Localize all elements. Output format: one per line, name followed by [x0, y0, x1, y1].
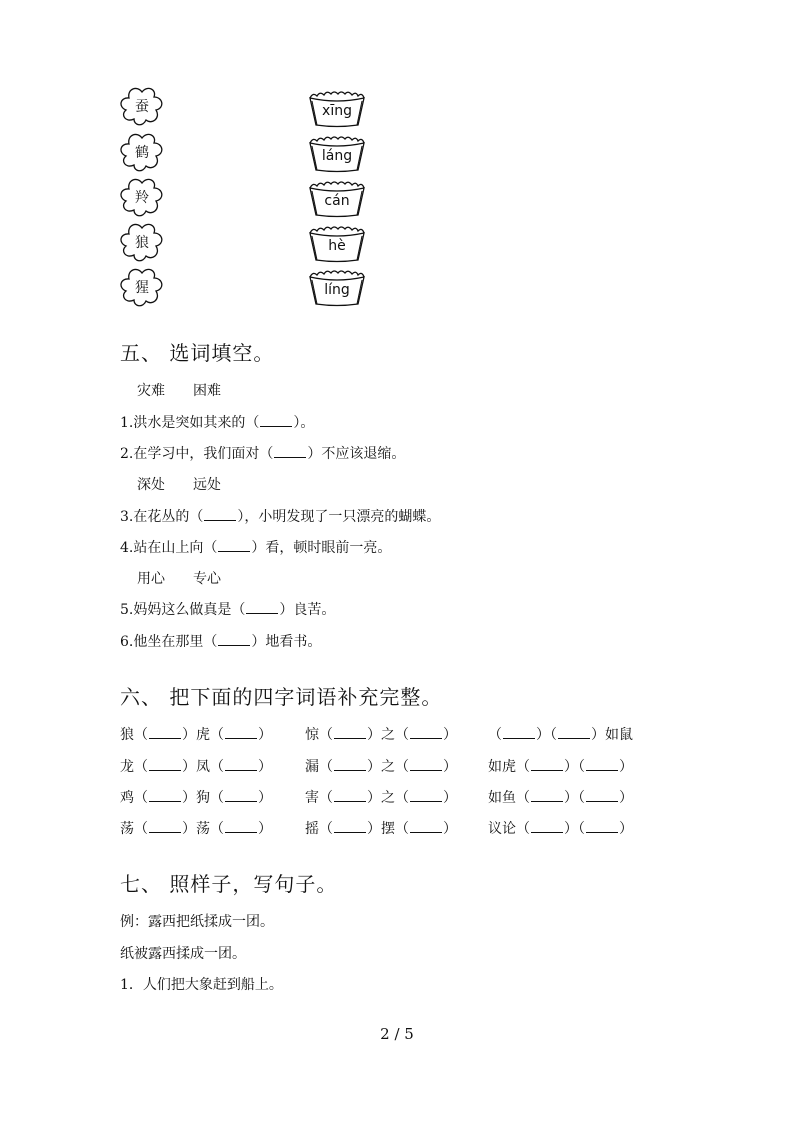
question-text: 5.妈妈这么做真是（ — [120, 602, 246, 618]
pinyin-label: líng — [324, 282, 350, 298]
question-text: ）良苦。 — [279, 602, 336, 618]
question-text: ）地看书。 — [251, 634, 322, 650]
idiom-char: 之 — [381, 790, 395, 806]
answer-blank[interactable] — [274, 445, 306, 458]
idiom-item: 摇（ ）摆（ ） — [305, 821, 457, 837]
idiom-char: 摇 — [305, 821, 319, 837]
question-3 — [120, 506, 440, 526]
word-choices-3: 用心 专心 — [137, 571, 221, 587]
idiom-blank[interactable] — [410, 789, 442, 802]
idiom-char: 之 — [381, 727, 395, 743]
idiom-char: 龙 — [120, 759, 134, 775]
idiom-item: 鸡（ ）狗（ ） — [120, 790, 272, 806]
flower-character: 蚕 — [135, 99, 149, 115]
idiom-item: 狼（ ）虎（ ） — [120, 727, 272, 743]
idiom-blank[interactable] — [225, 726, 257, 739]
question-text: 4.站在山上向（ — [120, 540, 218, 556]
idiom-word: 如虎 — [488, 759, 516, 775]
answer-blank[interactable] — [246, 601, 278, 614]
pinyin-label: xīng — [322, 103, 352, 119]
flower-character: 羚 — [135, 190, 149, 206]
idiom-blank[interactable] — [149, 726, 181, 739]
idiom-blank[interactable] — [334, 726, 366, 739]
idiom-blank[interactable] — [149, 758, 181, 771]
answer-blank[interactable] — [218, 633, 250, 646]
idiom-char: 鸡 — [120, 790, 134, 806]
cupcake-card-1 — [308, 90, 366, 128]
idiom-blank[interactable] — [225, 758, 257, 771]
question-sentence-1: 1．人们把大象赶到船上。 — [120, 977, 283, 993]
idiom-char: 荡 — [120, 821, 134, 837]
question-1 — [120, 412, 314, 432]
idiom-char: 凤 — [196, 759, 210, 775]
pinyin-label: hè — [328, 238, 346, 254]
pinyin-label: láng — [321, 148, 353, 164]
question-text: ）不应该退缩。 — [307, 446, 406, 462]
flower-card-4 — [119, 222, 165, 262]
idiom-blank[interactable] — [586, 789, 618, 802]
flower-card-2 — [119, 132, 165, 172]
example-sentence: 例：露西把纸揉成一团。 — [120, 914, 274, 930]
pinyin-label: cán — [324, 193, 350, 209]
idiom-blank[interactable] — [531, 820, 563, 833]
flower-card-3 — [119, 177, 165, 217]
idiom-word: 议论 — [488, 821, 516, 837]
flower-character: 猩 — [135, 280, 149, 296]
question-2 — [120, 443, 405, 463]
page-number: 2 / 5 — [380, 1025, 414, 1043]
answer-blank[interactable] — [218, 539, 250, 552]
question-text: 1.洪水是突如其来的（ — [120, 415, 260, 431]
idiom-item: 议论（ ）（ ） — [488, 821, 633, 837]
question-text: 2.在学习中，我们面对（ — [120, 446, 274, 462]
question-text: ），小明发现了一只漂亮的蝴蝶。 — [237, 509, 441, 525]
flower-card-1 — [119, 86, 165, 126]
cupcake-card-4 — [308, 225, 366, 263]
idiom-blank[interactable] — [558, 726, 590, 739]
idiom-blank[interactable] — [149, 820, 181, 833]
word-choices-2: 深处 远处 — [137, 477, 221, 493]
idiom-word: 如鼠 — [605, 727, 633, 743]
question-5 — [120, 599, 335, 619]
idiom-blank[interactable] — [531, 789, 563, 802]
question-6 — [120, 631, 321, 651]
question-text: 3.在花丛的（ — [120, 509, 204, 525]
idiom-item: 害（ ）之（ ） — [305, 790, 457, 806]
idiom-word: 如鱼 — [488, 790, 516, 806]
idiom-item: 荡（ ）荡（ ） — [120, 821, 272, 837]
idiom-blank[interactable] — [149, 789, 181, 802]
idiom-item: 漏（ ）之（ ） — [305, 759, 457, 775]
idiom-blank[interactable] — [586, 820, 618, 833]
idiom-char: 虎 — [196, 727, 210, 743]
section-7-title: 七、 照样子，写句子。 — [120, 872, 338, 896]
word-choices-1: 灾难 困难 — [137, 383, 221, 399]
cupcake-card-2 — [308, 135, 366, 173]
idiom-blank[interactable] — [410, 758, 442, 771]
idiom-blank[interactable] — [503, 726, 535, 739]
idiom-item: 如虎（ ）（ ） — [488, 759, 633, 775]
idiom-item: 龙（ ）凤（ ） — [120, 759, 272, 775]
cupcake-card-3 — [308, 180, 366, 218]
question-4 — [120, 537, 391, 557]
question-text: ）看，顿时眼前一亮。 — [251, 540, 392, 556]
cupcake-card-5 — [308, 269, 366, 307]
idiom-blank[interactable] — [531, 758, 563, 771]
idiom-char: 惊 — [305, 727, 319, 743]
idiom-blank[interactable] — [334, 789, 366, 802]
idiom-item: （ ）（ ）如鼠 — [488, 727, 633, 743]
idiom-char: 之 — [381, 759, 395, 775]
section-6-title: 六、 把下面的四字词语补充完整。 — [120, 685, 443, 709]
idiom-blank[interactable] — [410, 726, 442, 739]
example-answer: 纸被露西揉成一团。 — [120, 946, 246, 962]
idiom-char: 狗 — [196, 790, 210, 806]
idiom-char: 害 — [305, 790, 319, 806]
idiom-blank[interactable] — [586, 758, 618, 771]
idiom-blank[interactable] — [334, 758, 366, 771]
flower-character: 狼 — [135, 235, 149, 251]
idiom-blank[interactable] — [410, 820, 442, 833]
flower-card-5 — [119, 267, 165, 307]
idiom-char: 狼 — [120, 727, 134, 743]
answer-blank[interactable] — [260, 414, 292, 427]
idiom-char: 漏 — [305, 759, 319, 775]
question-text: ）。 — [293, 415, 315, 431]
idiom-blank[interactable] — [225, 820, 257, 833]
question-text: 6.他坐在那里（ — [120, 634, 218, 650]
flower-character: 鹤 — [135, 145, 149, 161]
idiom-blank[interactable] — [225, 789, 257, 802]
section-5-title: 五、 选词填空。 — [120, 341, 275, 365]
idiom-char: 摆 — [381, 821, 395, 837]
idiom-item: 惊（ ）之（ ） — [305, 727, 457, 743]
idiom-item: 如鱼（ ）（ ） — [488, 790, 633, 806]
idiom-blank[interactable] — [334, 820, 366, 833]
idiom-char: 荡 — [196, 821, 210, 837]
answer-blank[interactable] — [204, 508, 236, 521]
